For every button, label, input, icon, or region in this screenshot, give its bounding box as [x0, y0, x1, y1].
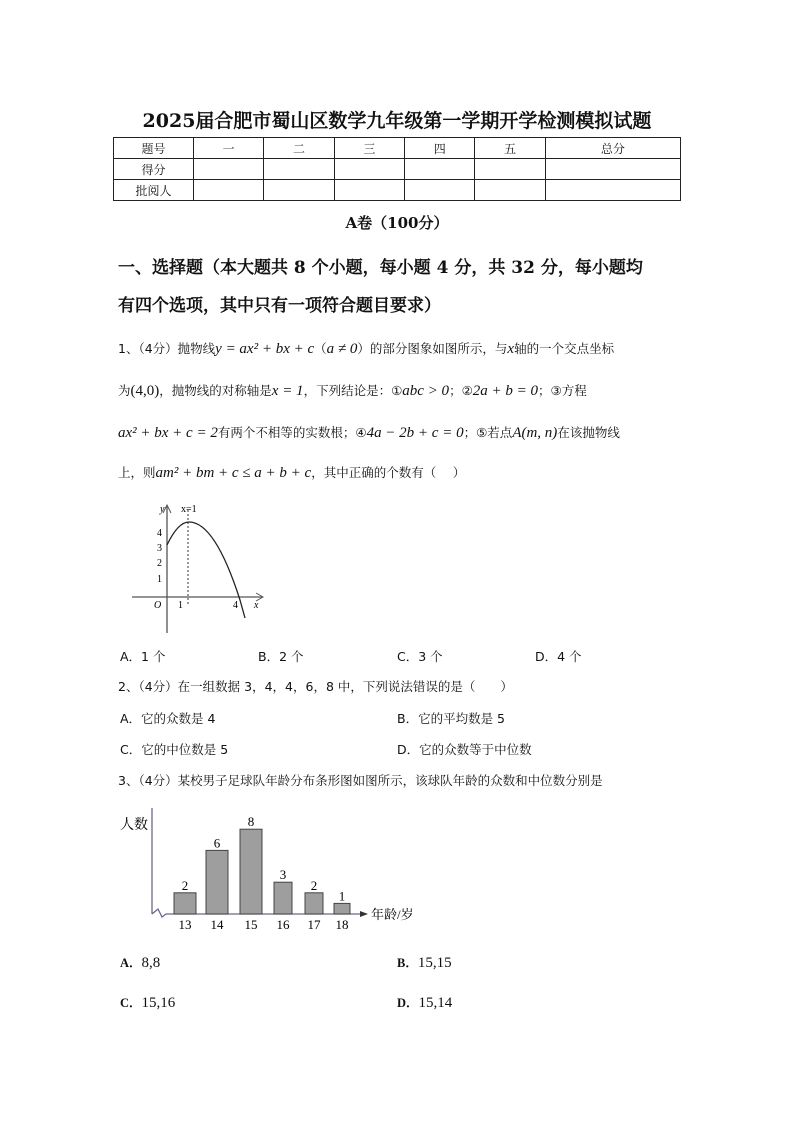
- math: x = 1: [271, 383, 304, 399]
- bar-value-label: 1: [338, 888, 346, 904]
- table-cell: [194, 180, 264, 201]
- q2-option-a[interactable]: A．它的众数是 4: [120, 711, 216, 726]
- section-heading-line2: 有四个选项，其中只有一项符合题目要求）: [118, 296, 441, 316]
- q3-option-c[interactable]: [120, 993, 175, 1012]
- age-bar-chart: [110, 808, 430, 938]
- x-tick-label: 15: [244, 917, 258, 932]
- bar-value-label: 3: [279, 867, 287, 883]
- exam-title: 2025届合肥市蜀山区数学九年级第一学期开学检测模拟试题: [142, 110, 652, 132]
- q2-option-b[interactable]: B．它的平均数是 5: [397, 711, 506, 726]
- table-cell: 二: [264, 138, 334, 159]
- x-tick: 4: [233, 600, 238, 611]
- y-axis-label: 人数: [120, 818, 148, 833]
- math: ax² + bx + c = 2: [118, 425, 218, 441]
- text: 在该抛物线: [557, 425, 620, 440]
- text: 轴的一个交点坐标: [514, 341, 615, 356]
- x-axis-label: 年龄/岁: [371, 907, 414, 922]
- bar-14: [206, 850, 228, 914]
- table-cell: [194, 159, 264, 180]
- text: ；⑤若点: [463, 425, 513, 440]
- text: 有两个不相等的实数根；④: [217, 425, 367, 440]
- q1-option-b[interactable]: B．2 个: [258, 649, 304, 664]
- q1-option-a[interactable]: A．1 个: [120, 649, 166, 664]
- table-cell: 总分: [545, 138, 680, 159]
- score-table: [113, 137, 681, 201]
- origin-label: O: [154, 600, 162, 611]
- option-value: 15,16: [141, 995, 176, 1011]
- q1-option-d[interactable]: D．4 个: [535, 649, 582, 664]
- bar-value-label: 6: [213, 835, 221, 851]
- table-cell: 得分: [114, 159, 194, 180]
- table-cell: [334, 159, 404, 180]
- q1-line2: [118, 381, 587, 400]
- table-cell: 五: [475, 138, 545, 159]
- table-header-row: [114, 138, 681, 159]
- option-value: 15,14: [418, 995, 453, 1011]
- q1-line1: [118, 339, 614, 358]
- table-cell: [264, 159, 334, 180]
- math: 4a − 2b + c = 0: [366, 425, 464, 441]
- table-cell: 题号: [114, 138, 194, 159]
- q1-option-c[interactable]: C．3 个: [397, 649, 443, 664]
- text: ；②: [449, 383, 473, 398]
- x-tick: 1: [178, 600, 183, 611]
- symmetry-axis-label: x=1: [181, 504, 197, 515]
- x-arrow-icon: [360, 911, 368, 917]
- table-cell: [475, 159, 545, 180]
- text: ，下列结论是：①: [303, 383, 403, 398]
- text: ，抛物线的对称轴是: [159, 383, 272, 398]
- text: ；③方程: [538, 383, 587, 398]
- table-row: [114, 180, 681, 201]
- text: （: [314, 341, 327, 356]
- bar-value-label: 2: [310, 877, 318, 893]
- q2-stem: 2、（4分）在一组数据 3，4，4，6，8 中，下列说法错误的是（ ）: [118, 679, 513, 694]
- math: x: [507, 341, 515, 357]
- bar-value-label: 2: [181, 877, 189, 893]
- table-row: [114, 159, 681, 180]
- math: a ≠ 0: [326, 341, 358, 357]
- x-tick-label: 18: [335, 917, 349, 932]
- text: 上，则: [118, 465, 156, 480]
- y-tick: 3: [157, 543, 162, 554]
- table-cell: [405, 159, 475, 180]
- parabola-figure: [120, 500, 270, 640]
- text: 1、（4分）抛物线: [118, 341, 216, 356]
- x-tick-label: 17: [307, 917, 321, 932]
- table-cell: 一: [194, 138, 264, 159]
- bar-13: [174, 893, 196, 914]
- y-tick: 4: [157, 528, 162, 539]
- q1-line3: [118, 423, 620, 442]
- math: y = ax² + bx + c: [215, 341, 315, 357]
- bar-value-label: 8: [247, 814, 255, 830]
- bar-15: [240, 829, 262, 914]
- table-cell: [405, 180, 475, 201]
- x-tick-label: 13: [178, 917, 192, 932]
- q2-option-c[interactable]: C．它的中位数是 5: [120, 742, 229, 757]
- option-value: 15,15: [417, 955, 452, 971]
- table-cell: 四: [405, 138, 475, 159]
- table-cell: [545, 180, 680, 201]
- option-value: 8,8: [141, 955, 161, 971]
- x-label: x: [254, 600, 259, 611]
- math: am² + bm + c ≤ a + b + c: [155, 465, 312, 481]
- q3-option-b[interactable]: [397, 953, 452, 972]
- table-cell: 三: [334, 138, 404, 159]
- table-cell: [545, 159, 680, 180]
- text: ，其中正确的个数有（ ）: [311, 465, 466, 480]
- bar-17: [305, 893, 323, 914]
- q3-stem: 3、（4分）某校男子足球队年龄分布条形图如图所示，该球队年龄的众数和中位数分别是: [118, 773, 603, 788]
- option-letter: A．: [120, 956, 142, 970]
- q3-option-a[interactable]: [120, 953, 160, 972]
- table-cell: [264, 180, 334, 201]
- q3-option-d[interactable]: [397, 993, 452, 1012]
- math: A(m, n): [512, 425, 558, 441]
- text: ）的部分图象如图所示，与: [357, 341, 508, 356]
- option-letter: B．: [397, 956, 418, 970]
- math: 2a + b = 0: [472, 383, 539, 399]
- table-cell: 批阅人: [114, 180, 194, 201]
- text: 为: [118, 383, 131, 398]
- section-a-heading: A卷（100分）: [345, 214, 449, 232]
- x-tick-label: 14: [210, 917, 224, 932]
- table-cell: [475, 180, 545, 201]
- bar-18: [334, 903, 350, 914]
- math: (4,0): [130, 383, 160, 399]
- q2-option-d[interactable]: D．它的众数等于中位数: [397, 742, 532, 757]
- table-cell: [334, 180, 404, 201]
- bar-16: [274, 882, 292, 914]
- option-letter: C．: [120, 996, 142, 1010]
- y-tick: 1: [157, 574, 162, 585]
- y-tick: 2: [157, 558, 162, 569]
- math: abc > 0: [402, 383, 450, 399]
- x-tick-label: 16: [276, 917, 290, 932]
- option-letter: D．: [397, 996, 419, 1010]
- q1-line4: [118, 463, 465, 482]
- y-label: y: [160, 504, 165, 515]
- section-heading-line1: 一、选择题（本大题共 8 个小题，每小题 4 分，共 32 分，每小题均: [118, 258, 643, 278]
